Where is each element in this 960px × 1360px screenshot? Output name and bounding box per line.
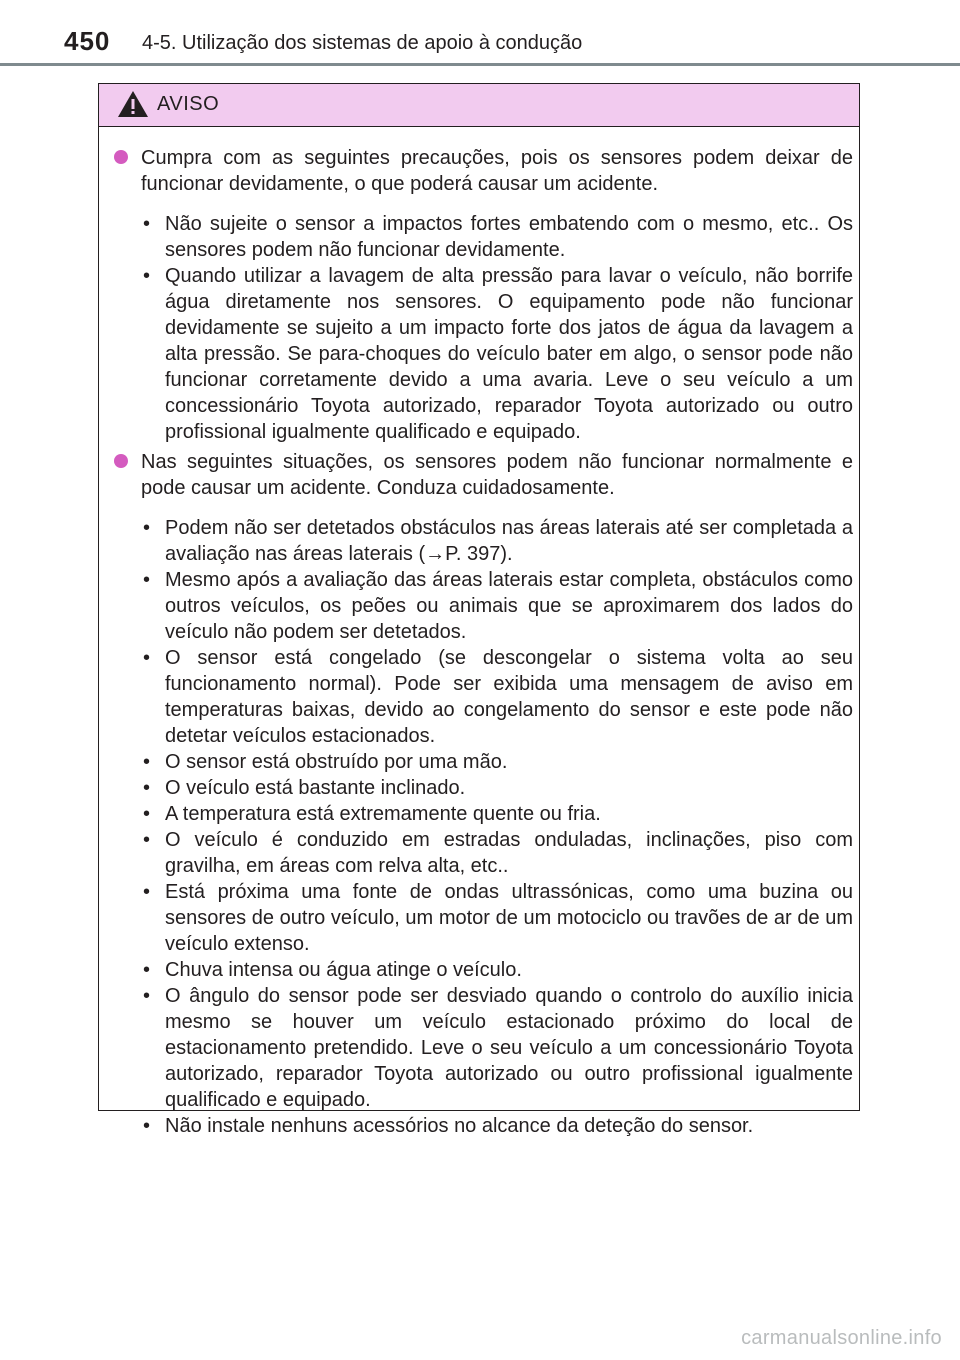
warning-group [113, 449, 853, 1139]
header-rule [0, 63, 960, 66]
list-item [141, 211, 853, 263]
warning-main-item [113, 145, 853, 197]
page-number: 450 [64, 26, 111, 56]
page-header [0, 0, 960, 70]
warning-header [99, 84, 859, 127]
section-title: 4-5. Utilização dos sistemas de apoio à condução [142, 32, 583, 54]
list-item [141, 645, 853, 749]
list-item-text: Não sujeite o sensor a impactos fortes embatendo com o mesmo, etc.. Os sensores podem não funcionar devidamente. [165, 213, 853, 261]
warning-title: AVISO [157, 93, 220, 115]
warning-body [99, 127, 859, 1139]
list-item [141, 515, 853, 567]
list-item [141, 775, 853, 801]
list-item [141, 749, 853, 775]
list-item-text: Podem não ser detetados obstáculos nas áreas laterais até ser completada a avaliação nas áreas laterais (→P. 397). [165, 517, 853, 565]
bullet-icon: • [143, 265, 151, 287]
list-item [141, 567, 853, 645]
bullet-icon: • [143, 751, 151, 773]
list-item-text: Está próxima uma fonte de ondas ultrassónicas, como uma buzina ou sensores de outro veículo, um motor de um motociclo ou travões de ar de um veículo extenso. [165, 881, 853, 955]
list-item-text: O veículo está bastante inclinado. [165, 777, 466, 799]
bullet-icon: • [143, 959, 151, 981]
list-item-text: A temperatura está extremamente quente ou fria. [165, 803, 601, 825]
list-item-text: Quando utilizar a lavagem de alta pressão para lavar o veículo, não borrife água diretamente nos sensores. O equipamento pode não funcionar devidamente se sujeito a um impacto forte dos jatos de água da lavagem a alta pressão. Se para-choques do veículo bater em algo, o sensor pode não funcionar corretamente devido a uma avaria. Leve o seu veículo a um concessionário Toyota autorizado, reparador Toyota autorizado ou outro profissional igualmente qualificado e equipado. [165, 265, 853, 443]
warning-main-item [113, 449, 853, 501]
warning-main-text: Cumpra com as seguintes precauções, pois os sensores podem deixar de funcionar devidamente, o que poderá causar um acidente. [141, 147, 853, 195]
list-item [141, 801, 853, 827]
warning-sub-list [141, 515, 853, 1139]
bullet-icon: • [143, 517, 151, 539]
list-item [141, 983, 853, 1113]
warning-main-text: Nas seguintes situações, os sensores podem não funcionar normalmente e pode causar um acidente. Conduza cuidadosamente. [141, 451, 853, 499]
warning-group [113, 145, 853, 445]
list-item-text: Mesmo após a avaliação das áreas laterais estar completa, obstáculos como outros veículos, os peões ou animais que se aproximarem dos lados do veículo não podem ser detetados. [165, 569, 853, 643]
warning-box [98, 83, 860, 1137]
bullet-icon: • [143, 985, 151, 1007]
list-item-text: O sensor está congelado (se descongelar o sistema volta ao seu funcionamento normal). Pode ser exibida uma mensagem de aviso em temperaturas baixas, devido ao congelamento do sensor e este pode não detetar veículos estacionados. [165, 647, 853, 747]
warning-triangle-icon [117, 90, 149, 118]
bullet-icon: • [143, 777, 151, 799]
list-item [141, 879, 853, 957]
pink-dot-bullet-icon [114, 454, 128, 468]
bullet-icon: • [143, 213, 151, 235]
list-item-text: O ângulo do sensor pode ser desviado quando o controlo do auxílio inicia mesmo se houver um veículo estacionado próximo do local de estacionamento pretendido. Leve o seu veículo a um concessionário Toyota autorizado, reparador Toyota autorizado ou outro profissional igualmente qualificado e equipado. [165, 985, 853, 1111]
list-item [141, 1113, 853, 1139]
bullet-icon: • [143, 803, 151, 825]
bullet-icon: • [143, 647, 151, 669]
list-item [141, 827, 853, 879]
bullet-icon: • [143, 569, 151, 591]
bullet-icon: • [143, 1115, 151, 1137]
warning-sub-list [141, 211, 853, 445]
bullet-icon: • [143, 881, 151, 903]
pink-dot-bullet-icon [114, 150, 128, 164]
watermark: carmanualsonline.info [741, 1327, 942, 1349]
list-item [141, 957, 853, 983]
list-item [141, 263, 853, 445]
list-item-text: Chuva intensa ou água atinge o veículo. [165, 959, 522, 981]
list-item-text: O sensor está obstruído por uma mão. [165, 751, 508, 773]
list-item-text: O veículo é conduzido em estradas onduladas, inclinações, piso com gravilha, em áreas com relva alta, etc.. [165, 829, 853, 877]
bullet-icon: • [143, 829, 151, 851]
list-item-text: Não instale nenhuns acessórios no alcance da deteção do sensor. [165, 1115, 754, 1137]
